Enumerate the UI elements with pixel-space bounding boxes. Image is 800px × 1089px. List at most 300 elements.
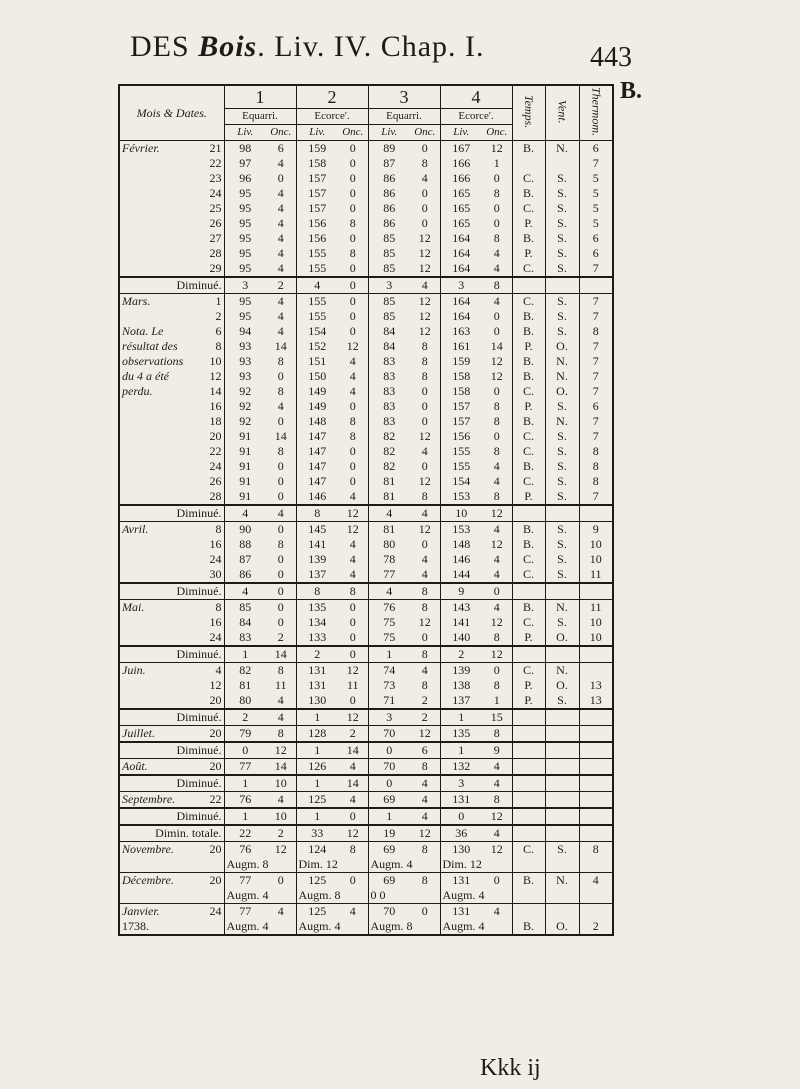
thermom-cell: 5 [579, 201, 613, 216]
augment-label [119, 888, 224, 904]
date-cell: 20 [209, 693, 222, 707]
livres-cell: 79 [224, 726, 266, 743]
onces-cell: 0 [349, 474, 356, 488]
onces-cell: 0 [277, 489, 284, 503]
summary-value: 0 [266, 583, 296, 600]
onces-cell: 0 [421, 399, 428, 413]
livres-cell: 76 [368, 600, 410, 616]
date-cell: 16 [209, 399, 222, 413]
summary-value: 1 [440, 709, 482, 726]
onces-cell: 8 [421, 759, 428, 773]
thermom-cell: 7 [579, 369, 613, 384]
onces-cell: 4 [277, 201, 284, 215]
onces-cell: 0 [421, 459, 428, 473]
table-row [119, 693, 613, 709]
livres-cell: 91 [224, 429, 266, 444]
row-label: Mars. [122, 294, 151, 308]
livres-cell: 165 [440, 186, 482, 201]
summary-value: 10 [440, 505, 482, 522]
livres-cell: 161 [440, 339, 482, 354]
livres-cell: 147 [296, 474, 338, 489]
onces-cell: 4 [421, 567, 428, 581]
onces-cell: 0 [349, 444, 356, 458]
summary-value: 1 [368, 646, 410, 663]
onces-cell: 12 [418, 231, 431, 245]
summary-row [119, 505, 613, 522]
livres-cell: 81 [368, 522, 410, 538]
livres-cell: 95 [224, 294, 266, 310]
onces-cell: 0 [421, 141, 428, 155]
thermom-cell: 8 [579, 324, 613, 339]
table-row [119, 873, 613, 889]
livres-cell: 91 [224, 444, 266, 459]
onces-cell: 0 [493, 663, 500, 677]
temps-cell [512, 156, 545, 171]
onces-cell: 0 [421, 384, 428, 398]
livres-cell: 147 [296, 459, 338, 474]
date-cell: 8 [215, 600, 222, 614]
temps-cell [512, 904, 545, 920]
livres-cell: 149 [296, 399, 338, 414]
group-number-row [119, 85, 613, 109]
header-italic: Bois [198, 30, 258, 63]
onces-cell: 4 [277, 186, 284, 200]
onces-cell: 0 [349, 600, 356, 614]
livres-cell: 156 [296, 231, 338, 246]
summary-value: 12 [266, 742, 296, 759]
livres-cell: 145 [296, 522, 338, 538]
livres-cell: 81 [368, 474, 410, 489]
livres-cell: 69 [368, 792, 410, 809]
summary-value: 2 [440, 646, 482, 663]
onces-cell: 4 [421, 444, 428, 458]
vent-cell: S. [545, 537, 579, 552]
livres-cell: 82 [368, 459, 410, 474]
date-cell: 28 [209, 489, 222, 503]
summary-value: 0 [338, 277, 368, 294]
livres-cell: 77 [224, 759, 266, 776]
onces-cell: 0 [277, 873, 284, 887]
onces-cell: 12 [490, 615, 503, 629]
blank-cell [545, 646, 579, 663]
summary-value: 2 [296, 646, 338, 663]
onces-cell: 4 [277, 231, 284, 245]
summary-value: 22 [224, 825, 266, 842]
livres-cell: 156 [440, 429, 482, 444]
livres-cell: 165 [440, 216, 482, 231]
table-row [119, 600, 613, 616]
livres-cell: 83 [224, 630, 266, 646]
thermom-cell: 10 [579, 630, 613, 646]
date-cell: 25 [209, 201, 222, 215]
row-label [119, 429, 204, 444]
temps-cell: B. [512, 231, 545, 246]
row-label [119, 693, 204, 709]
livres-cell: 141 [296, 537, 338, 552]
onces-cell: 8 [349, 216, 356, 230]
row-label [119, 309, 204, 324]
date-cell: 8 [215, 339, 222, 353]
vent-cell: S. [545, 444, 579, 459]
summary-value: 2 [266, 825, 296, 842]
summary-label: Diminué. [119, 583, 224, 600]
summary-value: 0 [224, 742, 266, 759]
vent-cell: S. [545, 231, 579, 246]
onces-cell: 8 [493, 414, 500, 428]
summary-value: 1 [224, 646, 266, 663]
thermom-cell: 7 [579, 339, 613, 354]
summary-value: 36 [440, 825, 482, 842]
livres-cell: 81 [224, 678, 266, 693]
summary-value: 8 [338, 583, 368, 600]
temps-cell: P. [512, 693, 545, 709]
page-number: 443 [590, 42, 632, 73]
onces-cell: 4 [421, 663, 428, 677]
table-body [119, 141, 613, 936]
onces-cell: 12 [418, 324, 431, 338]
temps-cell: B. [512, 414, 545, 429]
onces-cell: 12 [346, 663, 359, 677]
onces-cell: 8 [421, 369, 428, 383]
onces-cell: 4 [349, 759, 356, 773]
livres-cell: 139 [296, 552, 338, 567]
blank-cell [545, 505, 579, 522]
summary-label: Diminué. [119, 505, 224, 522]
summary-value: 1 [296, 808, 338, 825]
livres-cell: 143 [440, 600, 482, 616]
table-row [119, 246, 613, 261]
temps-cell: C. [512, 615, 545, 630]
onces-cell: 4 [493, 552, 500, 566]
onces-cell: 12 [346, 339, 359, 353]
onces-cell: 12 [490, 537, 503, 551]
date-cell: 26 [209, 216, 222, 230]
date-cell: 20 [209, 873, 222, 887]
temps-cell [512, 726, 545, 743]
temps-cell: C. [512, 294, 545, 310]
summary-value: 0 [482, 583, 512, 600]
vent-cell: N. [545, 873, 579, 889]
row-label [119, 459, 204, 474]
onces-cell: 4 [349, 904, 356, 918]
livres-cell: 155 [296, 309, 338, 324]
livres-cell: 130 [296, 693, 338, 709]
onces-cell: 14 [274, 429, 287, 443]
augment-value: Augm. 4 [440, 919, 512, 935]
row-label: du 4 a été [122, 369, 169, 383]
temps-cell: C. [512, 567, 545, 583]
onces-cell: 0 [493, 216, 500, 230]
thermom-cell: 10 [579, 615, 613, 630]
date-cell: 29 [209, 261, 222, 275]
thermom-cell: 6 [579, 246, 613, 261]
thermom-cell: 7 [579, 309, 613, 324]
summary-row [119, 775, 613, 792]
table-row [119, 354, 613, 369]
onces-cell: 4 [349, 537, 356, 551]
onces-cell: 4 [277, 261, 284, 275]
thermom-header: Thermom. [579, 85, 613, 141]
row-label [119, 156, 204, 171]
livres-cell: 74 [368, 663, 410, 679]
unit-liv: Liv. [368, 125, 410, 141]
temps-cell: P. [512, 339, 545, 354]
onces-cell: 14 [274, 339, 287, 353]
summary-label: Diminué. [119, 808, 224, 825]
livres-cell: 95 [224, 186, 266, 201]
blank-cell [545, 709, 579, 726]
onces-cell: 0 [349, 141, 356, 155]
blank-cell [579, 709, 613, 726]
onces-cell: 4 [493, 246, 500, 260]
livres-cell: 86 [368, 171, 410, 186]
thermom-cell: 8 [579, 842, 613, 858]
livres-cell: 126 [296, 759, 338, 776]
onces-cell: 0 [493, 873, 500, 887]
summary-label: Diminué. [119, 775, 224, 792]
thermom-cell: 13 [579, 678, 613, 693]
group-number: 3 [368, 85, 440, 109]
livres-cell: 70 [368, 904, 410, 920]
thermom-cell: 6 [579, 231, 613, 246]
onces-cell: 4 [493, 904, 500, 918]
livres-cell: 144 [440, 567, 482, 583]
thermom-cell: 4 [579, 873, 613, 889]
onces-cell: 0 [349, 186, 356, 200]
onces-cell: 8 [277, 726, 284, 740]
livres-cell: 139 [440, 663, 482, 679]
summary-label: Diminué. [119, 709, 224, 726]
temps-cell: P. [512, 630, 545, 646]
onces-cell: 0 [349, 261, 356, 275]
summary-value: 4 [266, 505, 296, 522]
onces-cell: 4 [277, 399, 284, 413]
onces-cell: 4 [349, 567, 356, 581]
onces-cell: 0 [493, 309, 500, 323]
summary-value: 2 [266, 277, 296, 294]
date-cell: 24 [209, 630, 222, 644]
livres-cell: 159 [440, 354, 482, 369]
vent-cell: S. [545, 216, 579, 231]
livres-cell: 97 [224, 156, 266, 171]
livres-cell: 83 [368, 354, 410, 369]
unit-onc: Onc. [266, 125, 296, 141]
summary-value: 4 [482, 775, 512, 792]
livres-cell: 153 [440, 522, 482, 538]
table-row [119, 261, 613, 277]
livres-cell: 157 [296, 186, 338, 201]
temps-cell: P. [512, 489, 545, 505]
livres-cell: 166 [440, 171, 482, 186]
onces-cell: 0 [349, 309, 356, 323]
temps-cell: P. [512, 216, 545, 231]
livres-cell: 94 [224, 324, 266, 339]
thermom-cell: 5 [579, 171, 613, 186]
group-name: Equarri. [224, 109, 296, 125]
summary-value: 4 [482, 825, 512, 842]
date-cell: 6 [215, 324, 222, 338]
blank-cell [545, 742, 579, 759]
summary-value: 8 [296, 583, 338, 600]
livres-cell: 95 [224, 309, 266, 324]
livres-cell: 156 [296, 216, 338, 231]
livres-cell: 92 [224, 384, 266, 399]
summary-value: 3 [368, 709, 410, 726]
group-name: Ecorce'. [296, 109, 368, 125]
livres-cell: 137 [440, 693, 482, 709]
temps-cell: C. [512, 552, 545, 567]
thermom-cell: 6 [579, 141, 613, 157]
onces-cell: 12 [418, 726, 431, 740]
group-name: Equarri. [368, 109, 440, 125]
summary-row [119, 709, 613, 726]
onces-cell: 0 [277, 567, 284, 581]
thermom-cell: 8 [579, 459, 613, 474]
onces-cell: 0 [493, 324, 500, 338]
table-row [119, 726, 613, 743]
livres-cell: 69 [368, 842, 410, 858]
livres-cell: 164 [440, 231, 482, 246]
onces-cell: 4 [349, 489, 356, 503]
temps-cell: B. [512, 919, 545, 935]
date-cell: 2 [215, 309, 222, 323]
summary-value: 2 [410, 709, 440, 726]
livres-cell: 95 [224, 246, 266, 261]
thermom-cell: 7 [579, 294, 613, 310]
vent-header: Vent. [545, 85, 579, 141]
blank-cell [545, 775, 579, 792]
vent-cell [545, 156, 579, 171]
onces-cell: 2 [349, 726, 356, 740]
augment-value: Augm. 4 [224, 888, 296, 904]
summary-value: 8 [410, 646, 440, 663]
vent-cell: S. [545, 693, 579, 709]
vent-cell: S. [545, 842, 579, 858]
onces-cell: 0 [277, 615, 284, 629]
date-cell: 20 [209, 429, 222, 443]
vent-cell: S. [545, 324, 579, 339]
onces-cell: 4 [493, 294, 500, 308]
livres-cell: 83 [368, 414, 410, 429]
onces-cell: 8 [421, 354, 428, 368]
livres-cell: 90 [224, 522, 266, 538]
date-cell: 24 [209, 904, 222, 918]
vent-cell: N. [545, 414, 579, 429]
livres-cell: 85 [368, 231, 410, 246]
livres-cell: 82 [368, 429, 410, 444]
onces-cell: 4 [421, 552, 428, 566]
unit-onc: Onc. [482, 125, 512, 141]
onces-cell: 4 [277, 904, 284, 918]
livres-cell: 92 [224, 399, 266, 414]
onces-cell: 4 [349, 369, 356, 383]
onces-cell: 8 [493, 444, 500, 458]
livres-cell: 146 [296, 489, 338, 505]
temps-cell: B. [512, 141, 545, 157]
thermom-cell: 13 [579, 693, 613, 709]
livres-cell: 141 [440, 615, 482, 630]
livres-cell: 85 [368, 294, 410, 310]
temps-cell [512, 857, 545, 873]
vent-cell: S. [545, 186, 579, 201]
livres-cell: 148 [440, 537, 482, 552]
onces-cell: 0 [421, 201, 428, 215]
thermom-cell: 7 [579, 354, 613, 369]
augment-value: Augm. 8 [368, 919, 440, 935]
date-cell: 4 [215, 663, 222, 677]
summary-value: 0 [440, 808, 482, 825]
summary-row [119, 825, 613, 842]
temps-cell: C. [512, 384, 545, 399]
summary-value: 12 [482, 646, 512, 663]
livres-cell: 137 [296, 567, 338, 583]
augment-row [119, 888, 613, 904]
table-row [119, 444, 613, 459]
thermom-cell: 2 [579, 919, 613, 935]
livres-cell: 93 [224, 354, 266, 369]
table-row [119, 186, 613, 201]
augment-value: Augm. 4 [440, 888, 512, 904]
temps-cell: C. [512, 429, 545, 444]
row-label: Septembre. [122, 792, 176, 806]
onces-cell: 4 [277, 693, 284, 707]
livres-cell: 164 [440, 294, 482, 310]
row-label [119, 678, 204, 693]
onces-cell: 14 [274, 759, 287, 773]
livres-cell: 157 [440, 414, 482, 429]
summary-value: 1 [224, 808, 266, 825]
onces-cell: 8 [421, 156, 428, 170]
summary-value: 2 [224, 709, 266, 726]
onces-cell: 0 [349, 294, 356, 308]
livres-cell: 166 [440, 156, 482, 171]
onces-cell: 4 [421, 792, 428, 806]
row-label [119, 186, 204, 201]
onces-cell: 8 [421, 678, 428, 692]
livres-cell: 82 [368, 444, 410, 459]
onces-cell: 0 [349, 873, 356, 887]
temps-cell: B. [512, 459, 545, 474]
livres-cell: 140 [440, 630, 482, 646]
blank-cell [545, 825, 579, 842]
summary-value: 9 [440, 583, 482, 600]
onces-cell: 4 [493, 600, 500, 614]
livres-cell: 155 [296, 246, 338, 261]
temps-cell: B. [512, 324, 545, 339]
livres-cell: 86 [368, 201, 410, 216]
date-cell: 10 [209, 354, 222, 368]
summary-value: 3 [224, 277, 266, 294]
summary-row [119, 808, 613, 825]
livres-cell: 163 [440, 324, 482, 339]
row-label [119, 201, 204, 216]
table-row [119, 630, 613, 646]
livres-cell: 75 [368, 615, 410, 630]
vent-cell: S. [545, 309, 579, 324]
augment-value: Augm. 4 [224, 919, 296, 935]
livres-cell: 81 [368, 489, 410, 505]
onces-cell: 11 [274, 678, 287, 692]
onces-cell: 0 [277, 171, 284, 185]
livres-cell: 95 [224, 201, 266, 216]
summary-value: 1 [296, 775, 338, 792]
row-label [119, 537, 204, 552]
onces-cell: 0 [277, 369, 284, 383]
summary-value: 8 [296, 505, 338, 522]
onces-cell: 0 [349, 399, 356, 413]
thermom-cell [579, 663, 613, 679]
temps-cell: C. [512, 474, 545, 489]
